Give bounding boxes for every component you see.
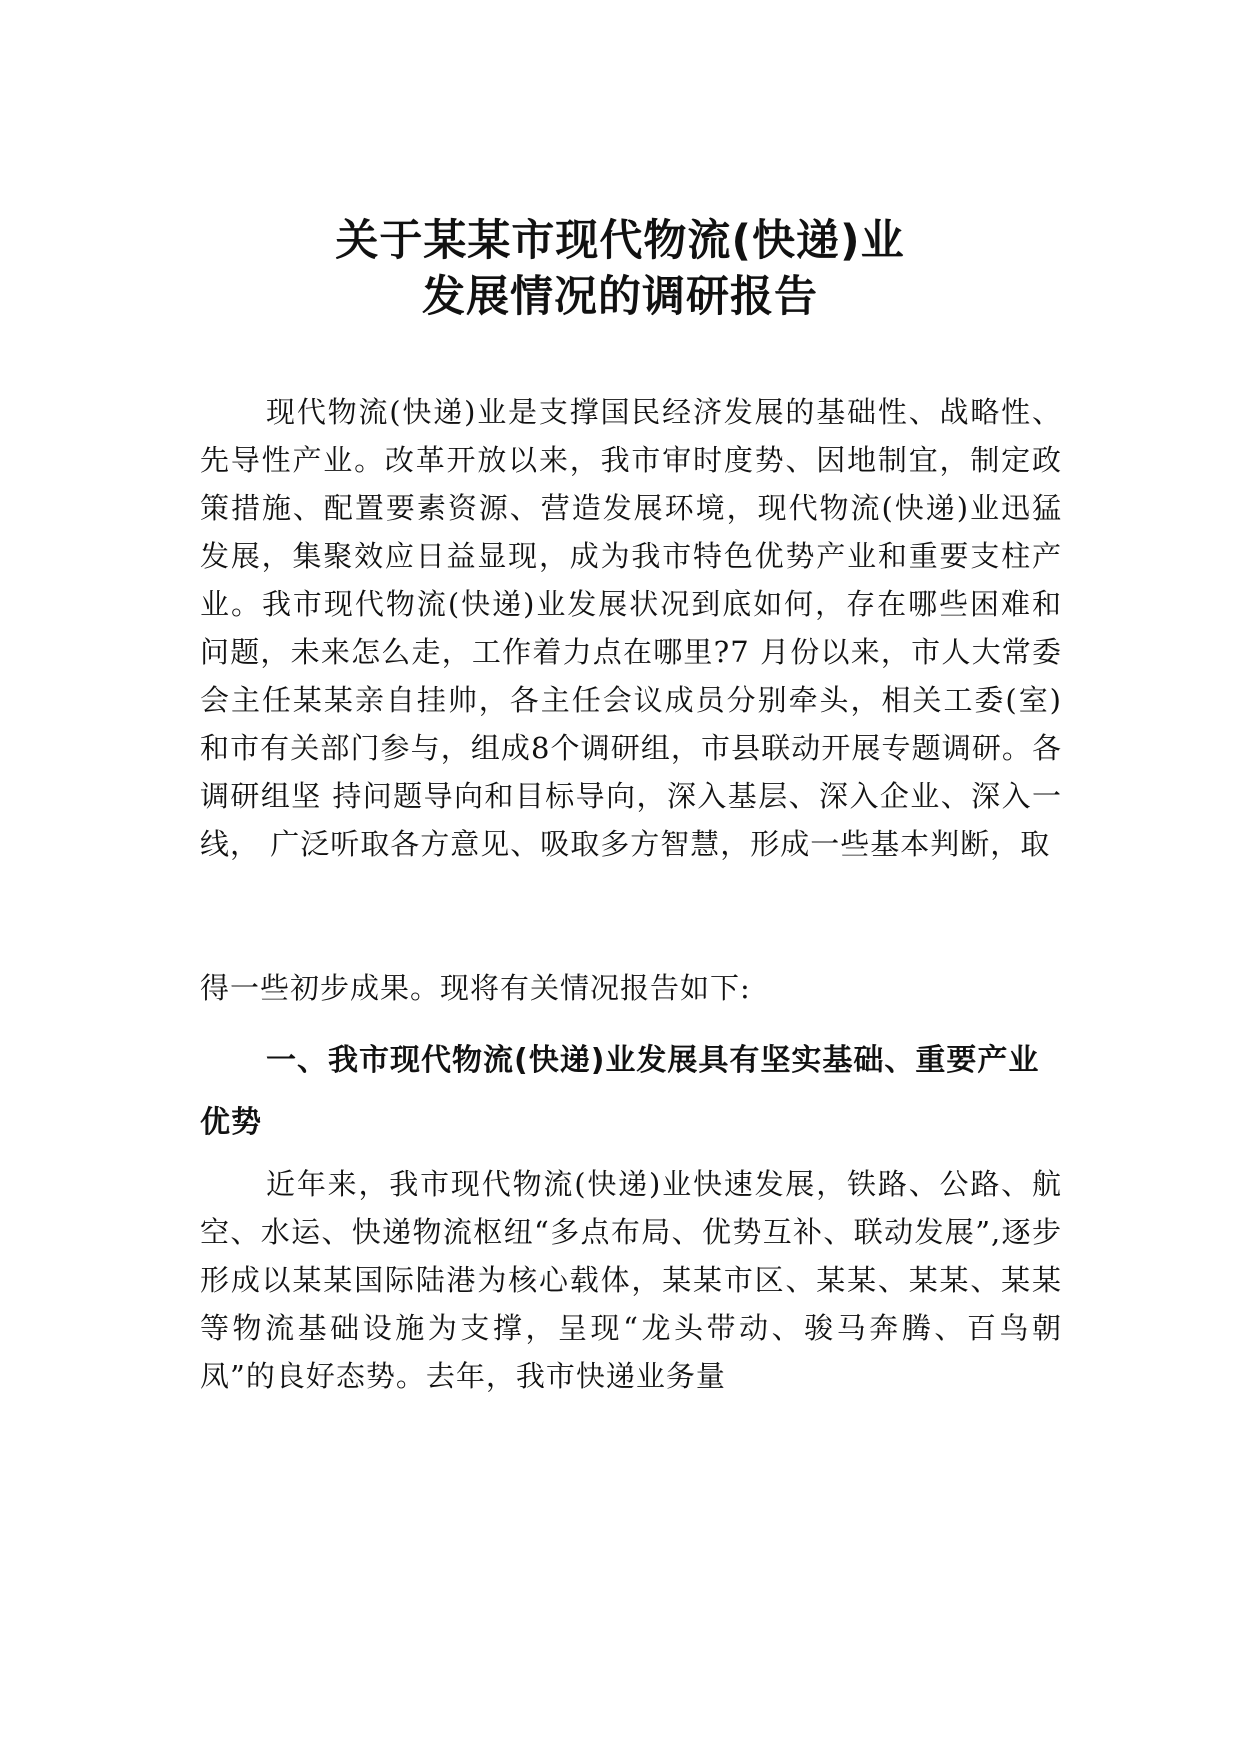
document-title-line-1: 关于某某市现代物流(快递)业	[335, 216, 905, 266]
section-heading-1: 一、我市现代物流(快递)业发展具有坚实基础、重要产业优势	[200, 1043, 1040, 1140]
intro-paragraph: 现代物流(快递)业是支撑国民经济发展的基础性、战略性、先导性产业。改革开放以来，我市审时度势、因地制宜，制定政策措施、配置要素资源、营造发展环境，现代物流(快递)业迅猛发展，集聚效应日益显现，成为我市特色优势产业和重要支柱产业。我市现代物流(快递)业发展状况到底如何，存在哪些困难和问题，未来怎么走，工作着力点在哪里?7 月份以来，市人大常委会主任某某亲自挂帅，各主任会议成员分别牵头，相关工委(室)和市有关部门参与，组成8个调研组，市县联动开展专题调研。各调研组坚 持问题导向和目标导向，深入基层、深入企业、深入一线， 广泛听取各方意见、吸取多方智慧，形成一些基本判断，取	[200, 395, 1062, 861]
document-title-line-2: 发展情况的调研报告	[422, 272, 818, 322]
intro-paragraph-tail: 得一些初步成果。现将有关情况报告如下:	[200, 971, 751, 1005]
section-1-paragraph: 近年来，我市现代物流(快递)业快速发展，铁路、公路、航空、水运、快递物流枢纽“多点布局、优势互补、联动发展”,逐步形成以某某国际陆港为核心载体，某某市区、某某、某某、某某等物流基础设施为支撑，呈现“龙头带动、骏马奔腾、百鸟朝凤”的良好态势。去年，我市快递业务量	[200, 1167, 1062, 1393]
